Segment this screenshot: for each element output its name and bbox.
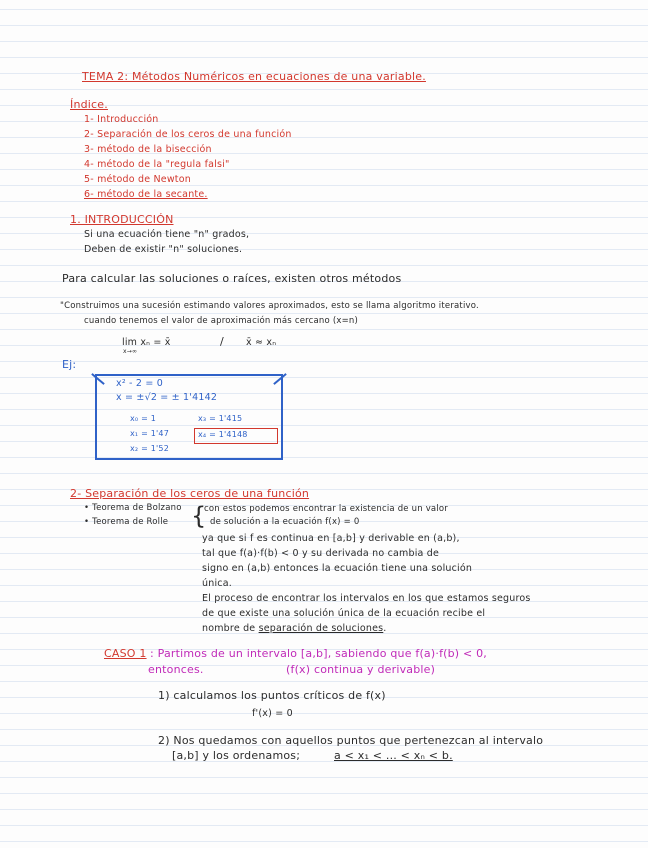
iteration-value: x₀ = 1 <box>130 414 157 423</box>
iteration-value: x₂ = 1'52 <box>130 444 169 453</box>
section2-text: con estos podemos encontrar la existencia de un valor <box>204 504 448 514</box>
example-solution: x = ±√2 = ± 1'4142 <box>116 392 218 403</box>
step-formula: f'(x) = 0 <box>252 708 293 719</box>
index-heading: Índice. <box>70 98 108 111</box>
index-item: 5- método de Newton <box>84 174 191 185</box>
case-text: : Partimos de un intervalo [a,b], sabiendo que f(a)·f(b) < 0, <box>150 647 488 660</box>
section1-text: Para calcular las soluciones o raíces, existen otros métodos <box>62 272 402 285</box>
step-formula: a < x₁ < ... < xₙ < b. <box>334 749 453 762</box>
section2-heading: 2- Separación de los ceros de una función <box>70 487 310 500</box>
iteration-value: x₁ = 1'47 <box>130 429 169 438</box>
example-equation: x² - 2 = 0 <box>116 378 163 389</box>
section2-text-part: . <box>383 623 387 634</box>
section2-text: ya que si f es continua en [a,b] y derivable en (a,b), <box>202 533 460 544</box>
index-item: 2- Separación de los ceros de una función <box>84 129 292 140</box>
section2-text: El proceso de encontrar los intervalos en los que estamos seguros <box>202 593 531 604</box>
case-text: entonces. <box>148 663 204 676</box>
limit-formula: lim xₙ = x̄ <box>122 337 171 348</box>
theorem-item: • Teorema de Bolzano <box>84 503 182 513</box>
step-text: [a,b] y los ordenamos; <box>172 749 301 762</box>
section1-heading: 1. INTRODUCCIÓN <box>70 213 174 226</box>
section2-text: de que existe una solución única de la ecuación recibe el <box>202 608 486 619</box>
section1-text: Si una ecuación tiene "n" grados, <box>84 229 250 240</box>
index-item: 4- método de la "regula falsi" <box>84 159 230 170</box>
key-term: separación de soluciones <box>258 623 384 634</box>
index-item: 6- método de la secante. <box>84 189 208 200</box>
case-text: (f(x) continua y derivable) <box>286 663 436 676</box>
approx-formula: x̄ ≈ xₙ <box>246 337 277 348</box>
page-title: TEMA 2: Métodos Numéricos en ecuaciones de una variable. <box>82 70 426 83</box>
section1-text: "Construimos una sucesión estimando valores aproximados, esto se llama algoritmo iterativo. <box>60 301 479 311</box>
section2-text <box>202 623 387 634</box>
case-label: CASO 1 <box>104 647 147 660</box>
section2-text: de solución a la ecuación f(x) = 0 <box>210 517 360 527</box>
index-item: 3- método de la bisección <box>84 144 212 155</box>
step-text: 2) Nos quedamos con aquellos puntos que pertenezcan al intervalo <box>158 734 544 747</box>
section2-text: única. <box>202 578 232 589</box>
step-text: 1) calculamos los puntos críticos de f(x) <box>158 689 386 702</box>
section1-text: Deben de existir "n" soluciones. <box>84 244 243 255</box>
section2-text: tal que f(a)·f(b) < 0 y su derivada no cambia de <box>202 548 440 559</box>
iteration-value: x₃ = 1'415 <box>198 414 243 423</box>
section1-text: cuando tenemos el valor de aproximación más cercano (x=n) <box>84 316 358 326</box>
example-label: Ej: <box>62 358 77 371</box>
iteration-value-highlighted: x₄ = 1'4148 <box>198 430 248 439</box>
limit-subscript: x→∞ <box>123 348 138 355</box>
section2-text: signo en (a,b) entonces la ecuación tiene una solución <box>202 563 473 574</box>
theorem-item: • Teorema de Rolle <box>84 517 169 527</box>
formula-separator: / <box>220 335 224 348</box>
section2-text-part: nombre de <box>202 623 256 634</box>
index-item: 1- Introducción <box>84 114 159 125</box>
brace-glyph: { <box>191 502 207 530</box>
